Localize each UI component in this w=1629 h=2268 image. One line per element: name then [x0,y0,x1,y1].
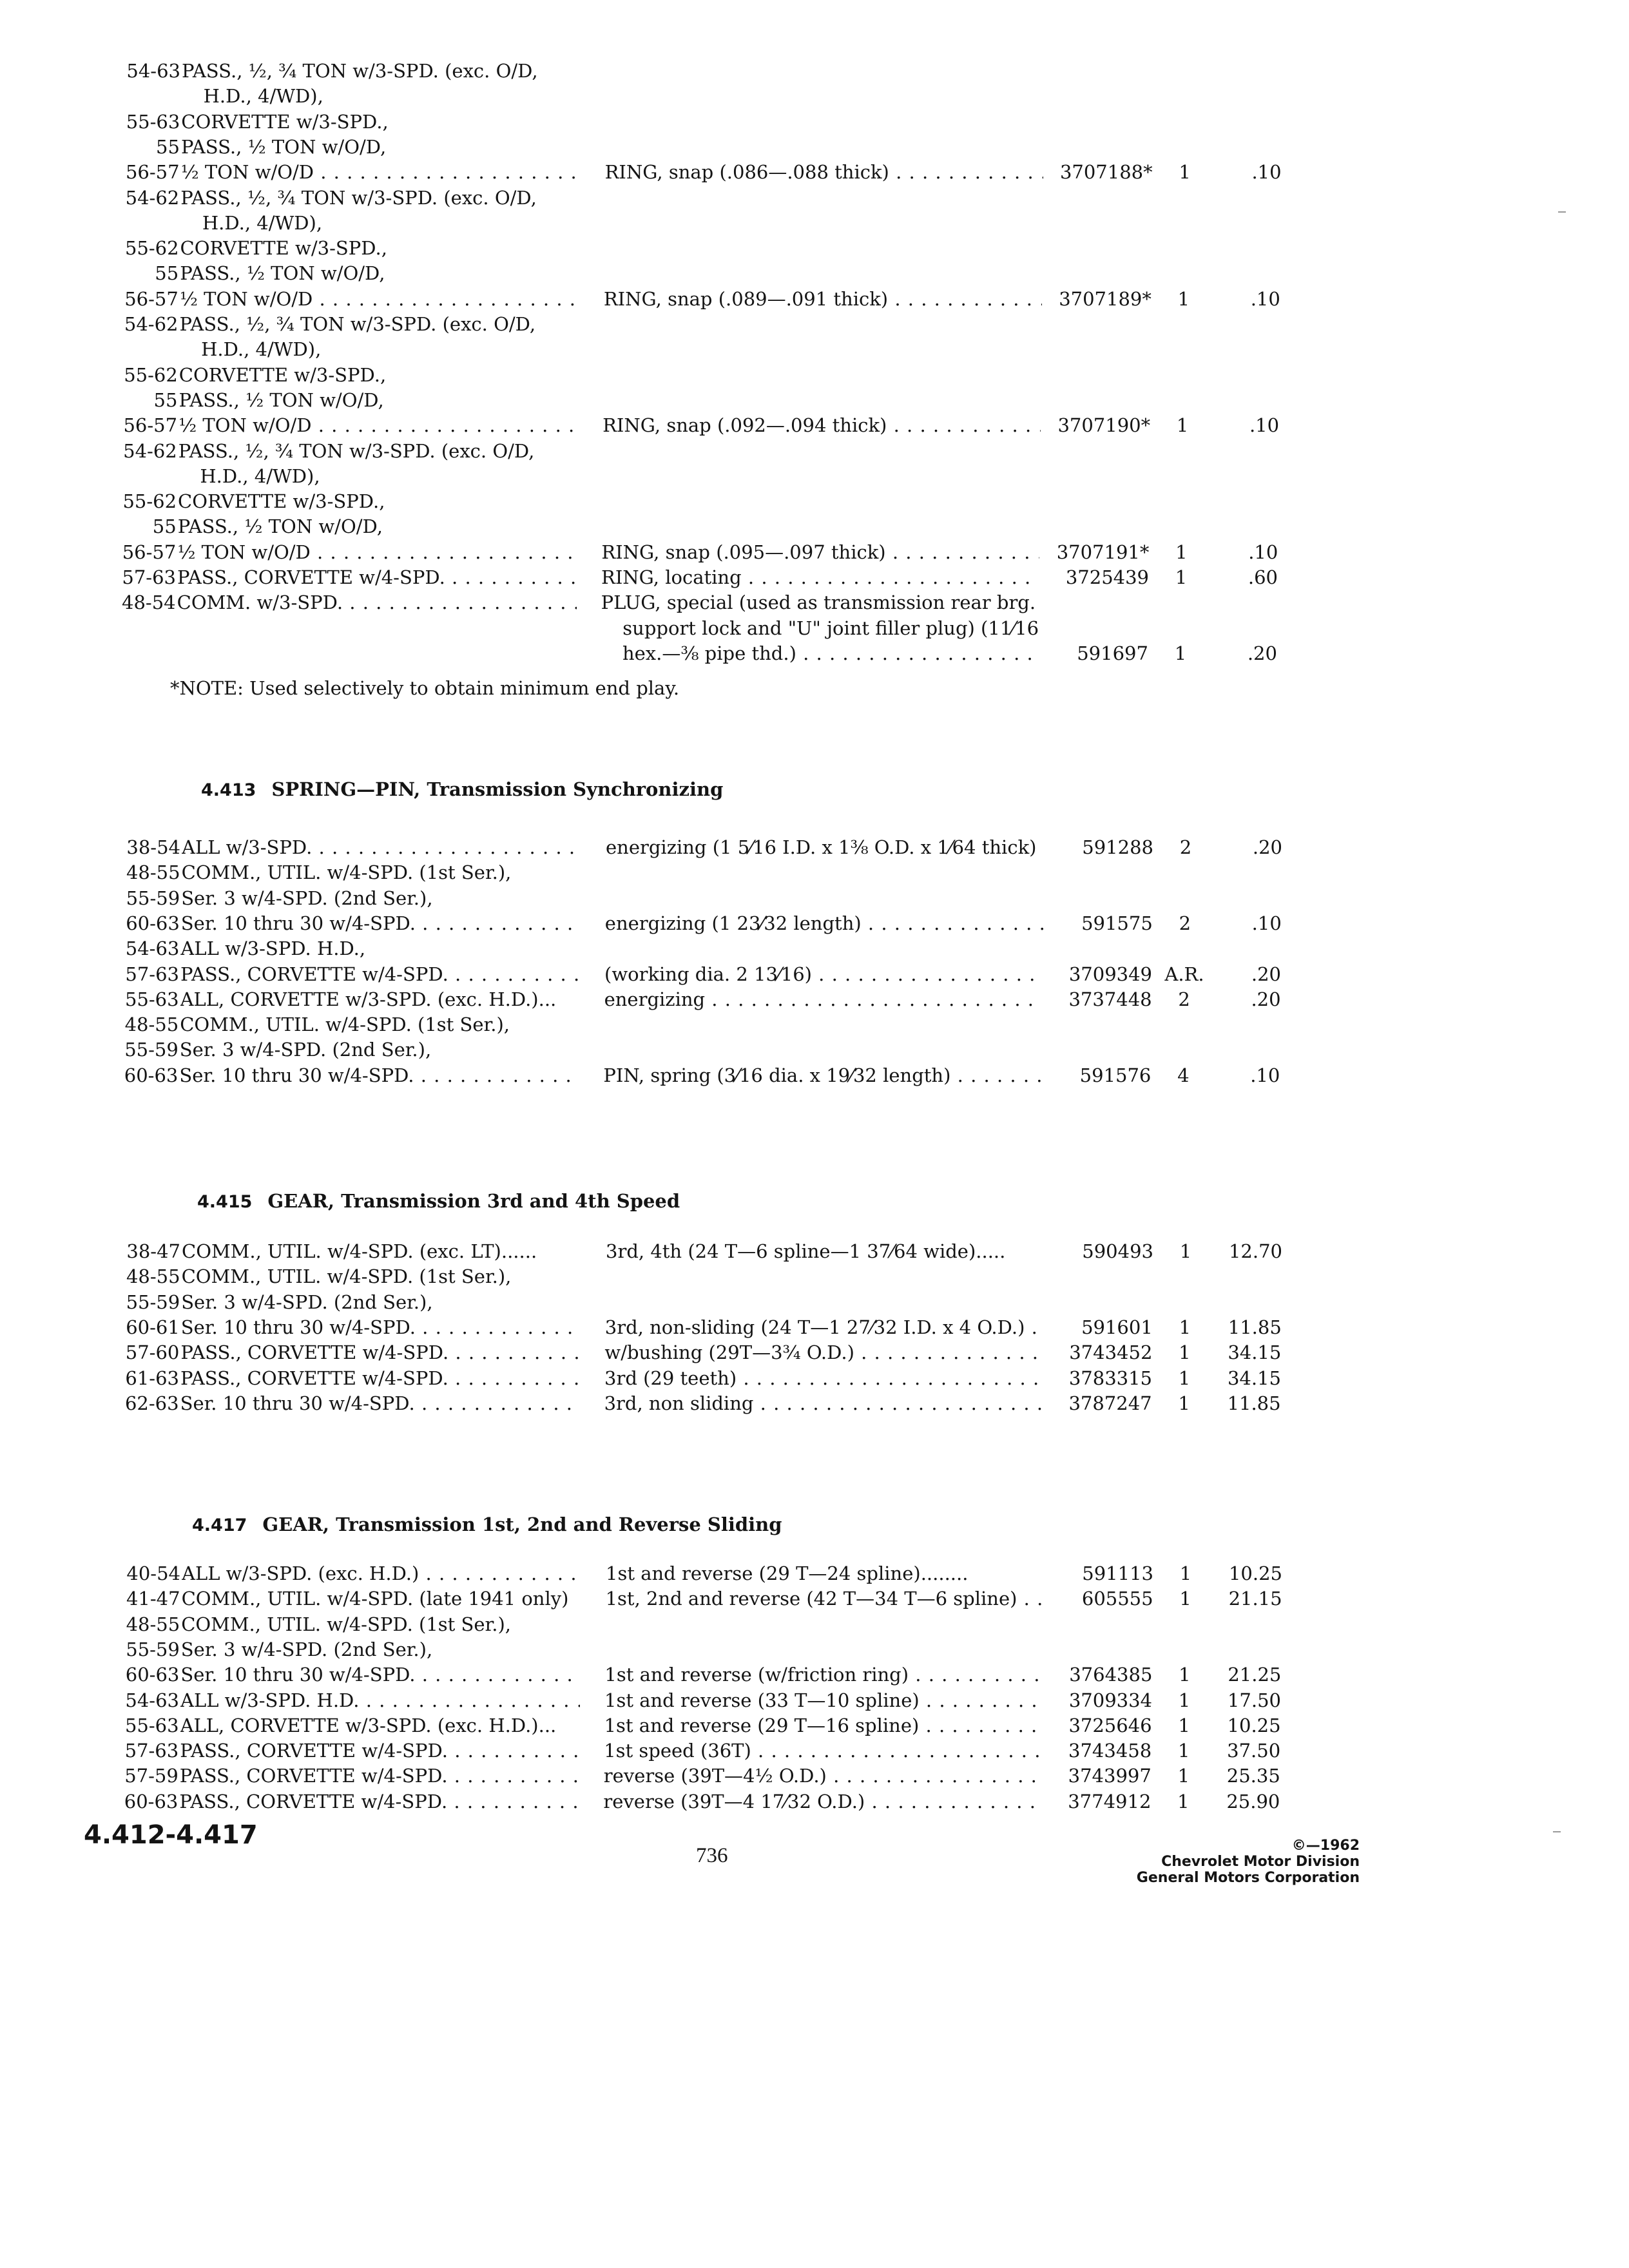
section-range: 4.412-4.417 [84,1820,258,1850]
year-range: 61-63 [125,1367,179,1389]
part-description: RING, locating . . . [601,564,1039,590]
year-range: 55-59 [126,1291,180,1313]
year-range: 57-63 [122,566,176,588]
application: Ser. 3 w/4-SPD. (2nd Ser.), [180,1638,433,1660]
part-description: 3rd, non-sliding (24 T—1 27⁄32 I.D. x 4 O.D.) . . . [605,1314,1043,1340]
part-number: 3709334 [1068,1689,1152,1711]
table-row [0,185,1629,213]
quantity: 1 [1177,1790,1190,1812]
price: 21.15 [1228,1588,1282,1610]
part-description: 1st and reverse (29 T—24 spline)........ [606,1562,969,1584]
year-range: 55 [153,389,178,411]
table-row [0,986,1629,1015]
scan-mark [1553,1831,1561,1832]
price: .20 [1247,642,1277,664]
quantity: 1 [1179,1240,1192,1262]
year-range: 55-63 [124,988,179,1010]
table-row [0,961,1629,990]
table-row [0,1611,1629,1640]
part-number: 605555 [1081,1588,1153,1610]
application: PASS., CORVETTE w/4-SPD. . . . [180,1365,580,1391]
part-number: 3774912 [1068,1790,1152,1812]
publisher-block [1057,1838,1360,1886]
application: H.D., 4/WD), [201,338,322,361]
section-name: GEAR, Transmission 1st, 2nd and Reverse Sliding [262,1514,782,1535]
table-row [0,1561,1629,1589]
year-range: 60-63 [125,1664,180,1686]
application: ALL w/3-SPD. H.D., [180,937,366,960]
year-range: 60-63 [124,1064,178,1086]
year-range: 48-54 [122,591,176,614]
table-row [0,463,1629,492]
year-range: 55-62 [124,237,179,260]
year-range: 62-63 [124,1392,179,1414]
price: 34.15 [1227,1367,1281,1389]
table-row [0,336,1629,365]
part-number: 3743997 [1068,1765,1152,1787]
application: COMM., UTIL. w/4-SPD. (exc. LT)...... [182,1240,537,1262]
part-description: RING, snap (.089—.091 thick) . . . [604,286,1042,312]
table-row [0,286,1629,314]
part-description: PIN, spring (3⁄16 dia. x 19⁄32 length) . . . [603,1062,1041,1088]
part-description: 1st speed (36T) . . . [604,1738,1042,1763]
application: CORVETTE w/3-SPD., [181,110,389,133]
table-row [0,1738,1629,1766]
year-range: 55-59 [126,1638,180,1660]
part-number: 3783315 [1068,1367,1152,1389]
price: 25.90 [1226,1790,1280,1812]
application: PASS., CORVETTE w/4-SPD. . . . [180,1763,579,1789]
table-row [0,539,1629,568]
year-range: 54-62 [125,186,180,209]
application: H.D., 4/WD), [200,465,320,487]
price: .10 [1251,912,1282,934]
table-row [0,1037,1629,1065]
part-description: PLUG, special (used as transmission rear brg. [601,591,1036,614]
application: PASS., CORVETTE w/4-SPD. . . . [177,564,577,590]
price: 12.70 [1228,1240,1282,1262]
price: .10 [1249,414,1280,437]
part-description: 3rd (29 teeth) . . . [604,1365,1043,1391]
application: ALL w/3-SPD. . . . [182,834,581,860]
application: ½ TON w/O/D . . . [177,539,577,565]
quantity: A.R. [1164,963,1204,985]
year-range: 55-59 [124,1039,178,1061]
application: H.D., 4/WD), [203,85,323,108]
application: Ser. 10 thru 30 w/4-SPD. . . . [180,1662,580,1687]
quantity: 1 [1179,161,1191,184]
application: PASS., ½, ¾ TON w/3-SPD. (exc. O/D, [178,439,535,462]
part-number: 3707188* [1059,161,1153,184]
year-range: 55-63 [124,1714,179,1736]
price: 10.25 [1227,1714,1281,1736]
application: Ser. 3 w/4-SPD. (2nd Ser.), [179,1039,432,1061]
year-range: 54-63 [125,1689,179,1711]
quantity: 1 [1179,1341,1191,1364]
application: COMM., UTIL. w/4-SPD. (1st Ser.), [181,1613,511,1635]
quantity: 1 [1179,1588,1191,1610]
application: COMM., UTIL. w/4-SPD. (1st Ser.), [180,1014,510,1036]
application: COMM. w/3-SPD. . . . [177,590,577,615]
table-row [0,885,1629,914]
application: Ser. 3 w/4-SPD. (2nd Ser.), [181,1291,433,1313]
year-range: 54-63 [126,60,180,82]
application: CORVETTE w/3-SPD., [180,237,387,260]
year-range: 38-47 [126,1240,180,1262]
part-number: 3709349 [1068,963,1152,985]
year-range: 41-47 [126,1588,180,1610]
table-row [0,1789,1629,1817]
part-description: 1st, 2nd and reverse (42 T—34 T—6 spline) . . . [606,1586,1044,1611]
quantity: 4 [1177,1064,1190,1086]
scan-mark [1558,211,1566,213]
corporation: General Motors Corporation [1136,1870,1360,1886]
table-row [0,159,1629,187]
quantity: 1 [1179,1664,1191,1686]
application: PASS., ½ TON w/O/D, [178,389,384,411]
section-title-4-415 [197,1188,680,1214]
part-number: 591288 [1082,836,1153,858]
year-range: 57-60 [125,1341,180,1364]
part-description: 1st and reverse (w/friction ring) . . . [604,1662,1043,1687]
year-range: 60-61 [126,1316,180,1338]
part-description: energizing (1 23⁄32 length) . . . [605,910,1043,936]
table-row [0,1687,1629,1716]
year-range: 54-63 [125,937,180,960]
year-range: 57-63 [124,1740,179,1762]
table-row [0,590,1629,618]
quantity: 1 [1179,1316,1191,1338]
part-number: 591113 [1082,1562,1153,1584]
section-title-4-417 [192,1512,782,1537]
section-number: 4.413 [201,780,256,800]
application: PASS., ½ TON w/O/D, [180,262,385,285]
footnote: *NOTE: Used selectively to obtain minimum end play. [170,677,680,699]
quantity: 1 [1177,287,1190,310]
year-range: 56-57 [124,287,178,310]
part-number: 3707190* [1057,414,1151,437]
quantity: 1 [1178,1367,1191,1389]
application: COMM., UTIL. w/4-SPD. (1st Ser.), [181,1265,512,1288]
year-range: 48-55 [126,1265,180,1288]
quantity: 1 [1176,414,1189,437]
part-description: (working dia. 2 13⁄16) . . . [604,961,1043,987]
table-row [0,1062,1629,1091]
application: ½ TON w/O/D . . . [178,412,578,438]
application: ½ TON w/O/D . . . [181,159,581,185]
price: 11.85 [1228,1316,1282,1338]
price: 17.50 [1227,1689,1281,1711]
copyright: ©—1962 [1291,1838,1360,1854]
application: COMM., UTIL. w/4-SPD. (late 1941 only) [181,1588,569,1610]
part-description: reverse (39T—4½ O.D.) . . . [604,1763,1042,1789]
price: .10 [1250,287,1280,310]
part-number: 591575 [1081,912,1153,934]
application: PASS., CORVETTE w/4-SPD. . . . [180,1340,580,1365]
table-row [0,860,1629,888]
price: 21.25 [1228,1664,1282,1686]
quantity: 1 [1178,1392,1190,1414]
price: 11.85 [1227,1392,1281,1414]
application: COMM., UTIL. w/4-SPD. (1st Ser.), [181,861,512,884]
quantity: 2 [1179,912,1191,934]
table-row [0,1314,1629,1343]
year-range: 55 [156,135,180,158]
table-row [0,834,1629,863]
quantity: 1 [1177,1740,1190,1762]
year-range: 56-57 [125,161,180,184]
price: .20 [1251,988,1281,1010]
quantity: 1 [1179,1562,1192,1584]
division: Chevrolet Motor Division [1161,1854,1360,1870]
application: PASS., ½ TON w/O/D, [180,135,387,158]
quantity: 1 [1178,1689,1191,1711]
part-number: 3787247 [1068,1392,1152,1414]
part-description: 3rd, non sliding . . . [604,1390,1043,1416]
year-range: 48-55 [124,1014,179,1036]
section-name: GEAR, Transmission 3rd and 4th Speed [267,1190,680,1212]
application: ½ TON w/O/D . . . [180,286,579,312]
table-row [0,362,1629,390]
application: CORVETTE w/3-SPD., [178,490,385,513]
table-row [0,235,1629,264]
year-range: 56-57 [123,414,178,437]
application: PASS., CORVETTE w/4-SPD. . . . [180,1738,579,1763]
year-range: 56-57 [122,541,177,563]
application: Ser. 10 thru 30 w/4-SPD. . . . [180,1390,580,1416]
price: 34.15 [1228,1341,1282,1364]
application: Ser. 3 w/4-SPD. (2nd Ser.), [181,887,433,909]
part-number: 3707189* [1059,287,1152,310]
table-row [0,1340,1629,1368]
year-range: 55-62 [124,363,178,386]
part-number: 3707191* [1056,541,1150,563]
table-row [0,83,1629,111]
quantity: 1 [1177,1765,1190,1787]
quantity: 2 [1178,988,1190,1010]
price: .10 [1251,161,1282,184]
part-number: 3725439 [1065,566,1149,588]
year-range: 55-63 [126,110,180,133]
quantity: 2 [1179,836,1192,858]
part-description: RING, snap (.092—.094 thick) . . . [602,412,1041,438]
application: PASS., ½ TON w/O/D, [177,515,383,538]
part-number: 591697 [1077,642,1148,664]
year-range: 55 [152,515,177,538]
year-range: 54-62 [123,439,177,462]
section-title-4-413 [201,776,723,802]
table-row [0,260,1629,289]
year-range: 48-55 [126,861,180,884]
table-row [0,1586,1629,1614]
price: 10.25 [1228,1562,1282,1584]
part-number: 3737448 [1068,988,1152,1010]
year-range: 40-54 [126,1562,180,1584]
table-row [0,1012,1629,1040]
table-row [0,1238,1629,1267]
table-row [0,1289,1629,1318]
part-description: hex.—⅜ pipe thd.) . . . [601,640,1039,666]
part-description: w/bushing (29T—3¾ O.D.) . . . [604,1340,1043,1365]
application: ALL, CORVETTE w/3-SPD. (exc. H.D.)... [180,1714,557,1736]
price: .60 [1248,566,1278,588]
application: Ser. 10 thru 30 w/4-SPD. . . . [181,910,581,936]
price: .10 [1250,1064,1280,1086]
table-row [0,936,1629,964]
application: PASS., CORVETTE w/4-SPD. . . . [179,1789,579,1814]
price: 25.35 [1226,1765,1280,1787]
table-row [0,564,1629,593]
table-row [0,1390,1629,1419]
quantity: 1 [1175,566,1188,588]
section-number: 4.415 [197,1192,253,1212]
quantity: 1 [1178,1714,1190,1736]
application: PASS., ½, ¾ TON w/3-SPD. (exc. O/D, [179,313,536,335]
price: 37.50 [1227,1740,1281,1762]
table-row [0,514,1629,542]
table-row [0,58,1629,86]
quantity: 1 [1174,642,1187,664]
application: CORVETTE w/3-SPD., [178,363,387,386]
table-row [0,1713,1629,1741]
part-description: 1st and reverse (29 T—16 spline) . . . [604,1713,1043,1738]
part-description: 3rd, 4th (24 T—6 spline—1 37⁄64 wide)..... [606,1240,1006,1262]
part-description: RING, snap (.095—.097 thick) . . . [601,539,1039,565]
part-number: 590493 [1082,1240,1153,1262]
table-row [0,1365,1629,1394]
application: PASS., CORVETTE w/4-SPD. . . . [180,961,580,987]
table-row [0,1662,1629,1690]
part-description: energizing . . . [604,986,1043,1012]
section-number: 4.417 [192,1515,247,1535]
quantity: 1 [1175,541,1188,563]
application: ALL, CORVETTE w/3-SPD. (exc. H.D.)... [180,988,557,1010]
table-row [0,910,1629,939]
year-range: 38-54 [126,836,180,858]
table-row [0,134,1629,162]
year-range: 55-59 [126,887,180,909]
year-range: 55 [155,262,179,285]
price: .10 [1248,541,1278,563]
table-row [0,412,1629,441]
application: Ser. 10 thru 30 w/4-SPD. . . . [181,1314,581,1340]
part-description: RING, snap (.086—.088 thick) . . . [605,159,1043,185]
year-range: 55-62 [122,490,177,513]
part-number: 3725646 [1068,1714,1152,1736]
table-row [0,1763,1629,1791]
year-range: 54-62 [124,313,178,335]
application: ALL w/3-SPD. H.D. . . . [180,1687,580,1713]
year-range: 48-55 [126,1613,180,1635]
application: ALL w/3-SPD. (exc. H.D.) . . . [182,1561,581,1586]
table-row [0,640,1629,669]
part-description: 1st and reverse (33 T—10 spline) . . . [604,1687,1043,1713]
table-row [0,210,1629,238]
year-range: 57-59 [124,1765,178,1787]
application: PASS., ½, ¾ TON w/3-SPD. (exc. O/D, [182,60,538,82]
part-number: 3743458 [1068,1740,1152,1762]
table-row [0,311,1629,340]
year-range: 60-63 [126,912,180,934]
year-range: 60-63 [124,1790,178,1812]
table-row [0,1637,1629,1665]
section-name: SPRING—PIN, Transmission Synchronizing [271,778,724,800]
price: .20 [1251,963,1281,985]
part-number: 3743452 [1069,1341,1153,1364]
year-range: 57-63 [125,963,179,985]
page-number: 736 [696,1844,728,1867]
table-row [0,1264,1629,1292]
application: PASS., ½, ¾ TON w/3-SPD. (exc. O/D, [180,186,537,209]
part-number: 3764385 [1069,1664,1153,1686]
application: Ser. 10 thru 30 w/4-SPD. . . . [179,1062,579,1088]
part-number: 591601 [1081,1316,1153,1338]
part-number: 591576 [1079,1064,1152,1086]
part-description: support lock and "U" joint filler plug) (11⁄16 [622,617,1039,639]
application: H.D., 4/WD), [202,211,323,234]
table-row [0,488,1629,517]
part-description: energizing (1 5⁄16 I.D. x 1⅜ O.D. x 1⁄64 thick) . . . [606,834,1044,860]
table-row [0,109,1629,137]
table-row [0,387,1629,416]
table-row [0,438,1629,466]
part-description: reverse (39T—4 17⁄32 O.D.) . . . [603,1789,1041,1814]
price: .20 [1252,836,1282,858]
table-row [0,615,1629,644]
